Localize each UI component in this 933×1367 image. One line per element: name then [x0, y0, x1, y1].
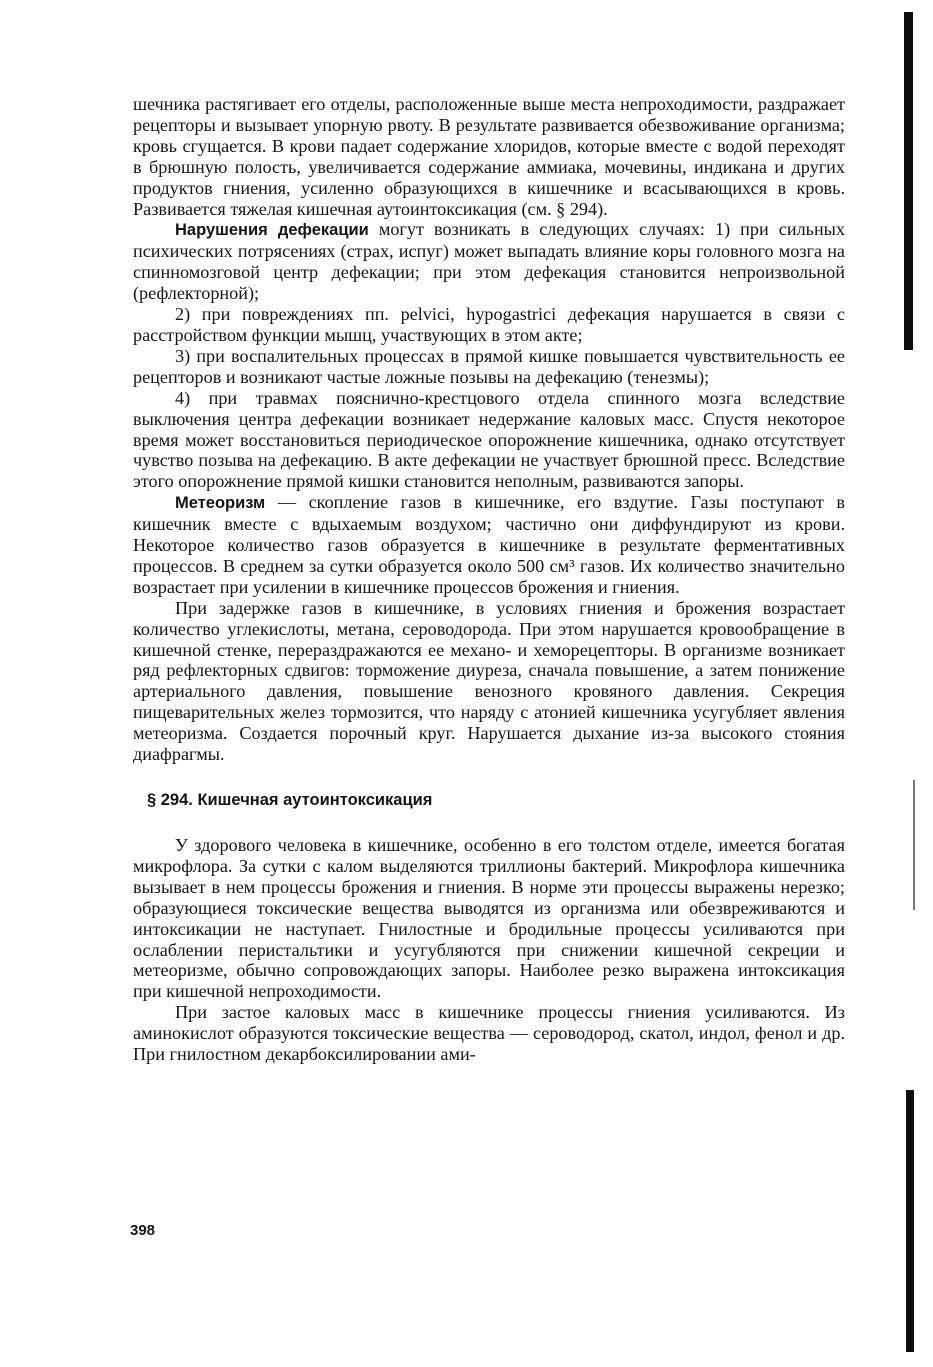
paragraph: Метеоризм — скопление газов в кишечнике, его вздутие. Газы поступают в кишечник вместе с вдыхаемым воздухом; частично они диффундируют из крови. Некоторое количество газов образуется в кишечнике в результате ферментативных процессов. В среднем за сутки образуется около 500 см³ газов. Их количество значительно возрастает при усилении в кишечнике процессов брожения и гниения. — [133, 492, 845, 597]
scan-edge-shadow — [904, 12, 913, 350]
paragraph: При застое каловых масс в кишечнике процессы гниения усиливаются. Из аминокислот образуются токсические вещества — сероводород, скатол, индол, фенол и др. При гнилостном декарбоксилировании ами- — [133, 1002, 845, 1065]
paragraph: 4) при травмах пояснично-крестцового отдела спинного мозга вследствие выключения центра дефекации возникает недержание каловых масс. Спустя некоторое время может восстановиться периодическое опорожнение кишечника, однако отсутствует чувство позыва на дефекацию. В акте дефекации не участвует брюшной пресс. Вследствие этого опорожнение прямой кишки становится неполным, развиваются запоры. — [133, 387, 845, 492]
bold-term: Метеоризм — [175, 494, 266, 513]
paragraph: 3) при воспалительных процессах в прямой кишке повышается чувствительность ее рецепторов и возникают частые ложные позывы на дефекацию (тенезмы); — [133, 345, 845, 387]
paragraph: Нарушения дефекации могут возникать в следующих случаях: 1) при сильных психических потрясениях (страх, испуг) может выпадать влияние коры головного мозга на спинномозговой центр дефекации; при этом дефекация становится непроизвольной (рефлекторной); — [133, 219, 845, 304]
section-heading: § 294. Кишечная аутоинтоксикация — [147, 791, 433, 809]
paragraph: У здорового человека в кишечнике, особенно в его толстом отделе, имеется богатая микрофлора. За сутки с калом выделяются триллионы бактерий. Микрофлора кишечника вызывает в нем процессы брожения и гниения. В норме эти процессы выражены нерезко; образующиеся токсические вещества выводятся из организма или обезвреживаются и интоксикации не наступает. Гнилостные и бродильные процессы усиливаются при ослаблении перистальтики и усугубляются при снижении кишечной секреции и метеоризме, обычно сопровождающих запоры. Наиболее резко выражена интоксикация при кишечной непроходимости. — [133, 835, 845, 1002]
paragraph: При задержке газов в кишечнике, в условиях гниения и брожения возрастает количество углекислоты, метана, сероводорода. При этом нарушается кровообращение в кишечной стенке, перераздражаются ее механо- и хеморецепторы. В организме возникает ряд рефлекторных сдвигов: торможение диуреза, сначала повышение, а затем понижение артериального давления, повышение венозного кровяного давления. Секреция пищеварительных желез тормозится, что наряду с атонией кишечника усугубляет явления метеоризма. Создается порочный круг. Нарушается дыхание из-за высокого стояния диафрагмы. — [133, 597, 845, 765]
paragraph: 2) при повреждениях пп. pelvici, hypogastrici дефекация нарушается в связи с расстройством функции мышц, участвующих в этом акте; — [133, 304, 845, 345]
scan-edge-shadow-lower — [906, 1090, 914, 1352]
paragraph: шечника растягивает его отделы, расположенные выше места непроходимости, раздражает рецепторы и вызывает упорную рвоту. В результате развивается обезвоживание организма; кровь сгущается. В крови падает содержание хлоридов, которые вместе с водой переходят в брюшную полость, увеличивается содержание аммиака, мочевины, индикана и других продуктов гниения, усиленно образующихся в кишечнике и всасывающихся в кровь. Развивается тяжелая кишечная аутоинтоксикация (см. § 294). — [133, 94, 845, 219]
scan-edge-line — [913, 780, 915, 910]
body-text — [133, 94, 845, 1065]
page-number: 398 — [130, 1222, 156, 1239]
bold-term: Нарушения дефекации — [175, 221, 369, 240]
